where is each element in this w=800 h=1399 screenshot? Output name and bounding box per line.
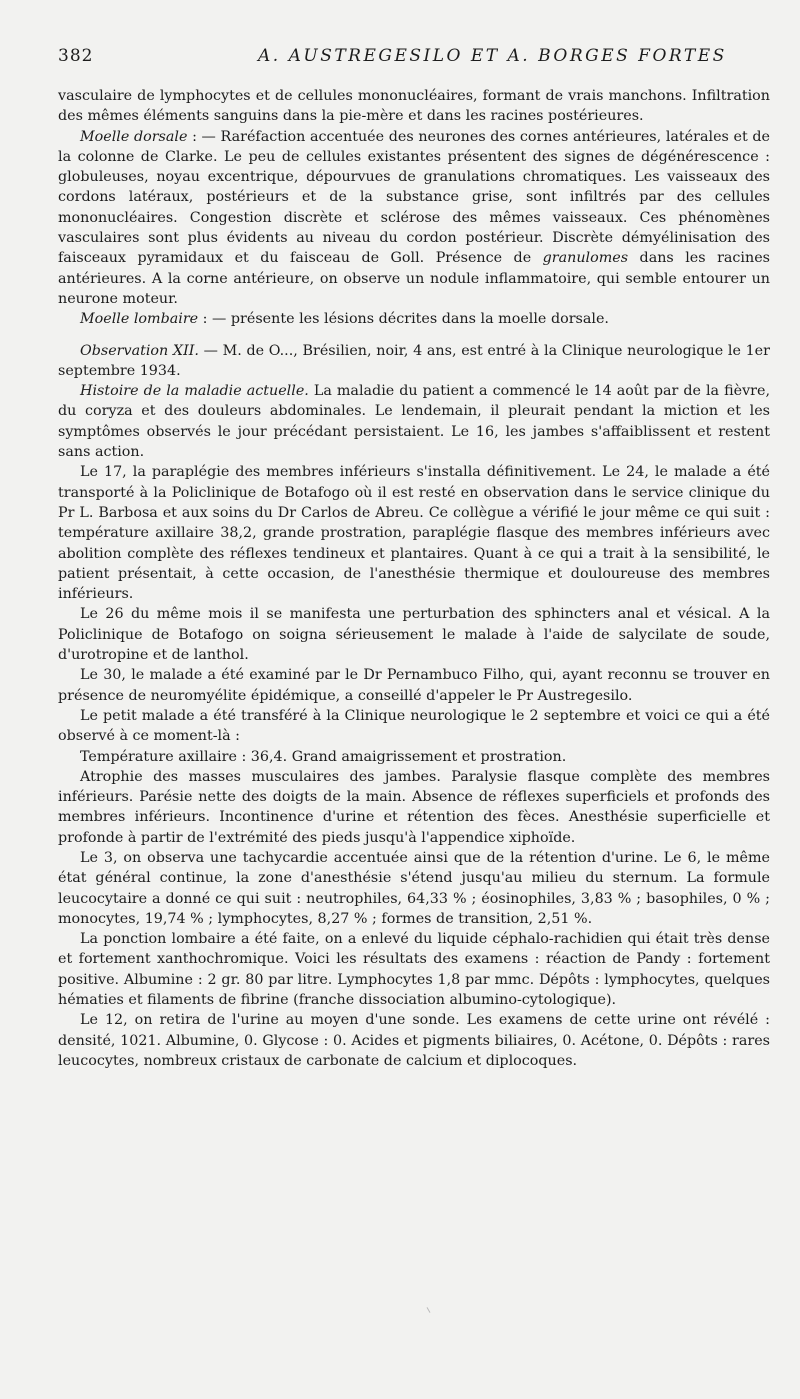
- page-header: [58, 46, 758, 76]
- paragraph-text: vasculaire de lymphocytes et de cellules mononucléaires, formant de vrais manchons. Infiltration des mêmes éléments sanguins dans la pie-mère et dans les racines postérieures.: [58, 88, 770, 125]
- paragraph: Le 12, on retira de l'urine au moyen d'une sonde. Les examens de cette urine ont révélé : densité, 1021. Albumine, 0. Glycose : 0. Acides et pigments biliaires, 0. Acétone, 0. Dépôts : rares leucocytes, nombreux cristaux de carbonate de calcium et diplocoques.: [58, 1012, 770, 1069]
- paragraph: [58, 86, 770, 127]
- paragraph-text: dans les racines antérieures. A la corne antérieure, on observe un nodule inflammatoire, qui semble entourer un neurone moteur.: [58, 250, 771, 307]
- emphasis-term: granulomes: [542, 250, 629, 267]
- paragraph: [58, 341, 770, 382]
- section-lead: Histoire de la maladie actuelle.: [80, 383, 309, 400]
- paragraph: Température axillaire : 36,4. Grand amaigrissement et prostration.: [80, 748, 567, 765]
- paragraph-text: : — présente les lésions décrites dans la moelle dorsale.: [198, 311, 609, 328]
- page-number: 382: [58, 46, 94, 66]
- section-lead: Moelle lombaire: [80, 311, 199, 328]
- paragraph: [58, 381, 770, 462]
- observation-heading: Observation XII.: [80, 342, 199, 359]
- paragraph: Atrophie des masses musculaires des jambes. Paralysie flasque complète des membres inférieurs. Parésie nette des doigts de la main. Absence de réflexes superficiels et profonds des membres inférieurs. Incontinence d'urine et rétention des fèces. Anesthésie superficielle et profonde à partir de l'extrémité des pieds jusqu'à l'appendice xiphoïde.: [58, 768, 770, 846]
- section-gap: [58, 330, 770, 341]
- paragraph: [58, 309, 770, 329]
- paragraph: Le 17, la paraplégie des membres inférieurs s'installa définitivement. Le 24, le malade a été transporté à la Policlinique de Botafogo où il est resté en observation dans le service clinique du Pr L. Barbosa et aux soins du Dr Carlos de Abreu. Ce collègue a vérifié le jour même ce qui suit : température axillaire 38,2, grande prostration, paraplégie flasque des membres inférieurs avec abolition complète des réflexes tendineux et plantaires. Quant à ce qui a trait à la sensibilité, le patient présentait, à cette occasion, de l'anesthésie thermique et douloureuse des membres inférieurs.: [58, 464, 770, 603]
- paragraph: Le 30, le malade a été examiné par le Dr Pernambuco Filho, qui, ayant reconnu se trouver en présence de neuromyélite épidémique, a conseillé d'appeler le Pr Austregesilo.: [58, 667, 770, 704]
- paragraph: [58, 127, 770, 310]
- section-lead: Moelle dorsale: [80, 128, 188, 145]
- paragraph: Le 26 du même mois il se manifesta une perturbation des sphincters anal et vésical. A la Policlinique de Botafogo on soigna sérieusement le malade à l'aide de salycilate de soude, d'urotropine et de lanthol.: [58, 606, 770, 664]
- scan-mark: [427, 1307, 431, 1313]
- body-text: [58, 86, 770, 1071]
- paragraph: Le petit malade a été transféré à la Clinique neurologique le 2 septembre et voici ce qui a été observé à ce moment-là :: [58, 707, 770, 745]
- paragraph-text: : — Raréfaction accentuée des neurones des cornes antérieures, latérales et de la colonne de Clarke. Le peu de cellules existantes présentent des signes de dégénérescence : globuleuses, noyau excentrique, dépourvues de granulations chromatiques. Les vaisseaux des cordons latéraux, postérieurs et de la substance grise, sont infiltrés par des cellules mononucléaires. Congestion discrète et sclérose des mêmes vaisseaux. Ces phénomènes vasculaires sont plus évidents au niveau du cordon postérieur. Discrète démyélinisation des faisceaux pyramidaux et du faisceau de Goll. Présence de: [58, 128, 770, 267]
- paragraph: Le 3, on observa une tachycardie accentuée ainsi que de la rétention d'urine. Le 6, le même état général continue, la zone d'anesthésie s'étend jusqu'au milieu du sternum. La formule leucocytaire a donné ce qui suit : neutrophiles, 64,33 % ; éosinophiles, 3,83 % ; basophiles, 0 % ; monocytes, 19,74 % ; lymphocytes, 8,27 % ; formes de transition, 2,51 %.: [58, 849, 770, 927]
- running-head: A. AUSTREGESILO ET A. BORGES FORTES: [258, 46, 727, 66]
- paragraph-text: La maladie du patient a commencé le 14 août par de la fièvre, du coryza et des douleurs abdominales. Le lendemain, il pleurait pendant la miction et les symptômes observés le jour précédant persistaient. Le 16, les jambes s'affaiblissent et restent sans action.: [58, 383, 770, 461]
- paragraph: La ponction lombaire a été faite, on a enlevé du liquide céphalo-rachidien qui était très dense et fortement xanthochromique. Voici les résultats des examens : réaction de Pandy : fortement positive. Albumine : 2 gr. 80 par litre. Lymphocytes 1,8 par mmc. Dépôts : lymphocytes, quelques hématies et filaments de fibrine (franche dissociation albumino-cytologique).: [58, 931, 770, 1009]
- paragraph-text: — M. de O..., Brésilien, noir, 4 ans, est entré à la Clinique neurologique le 1er septembre 1934.: [58, 342, 770, 379]
